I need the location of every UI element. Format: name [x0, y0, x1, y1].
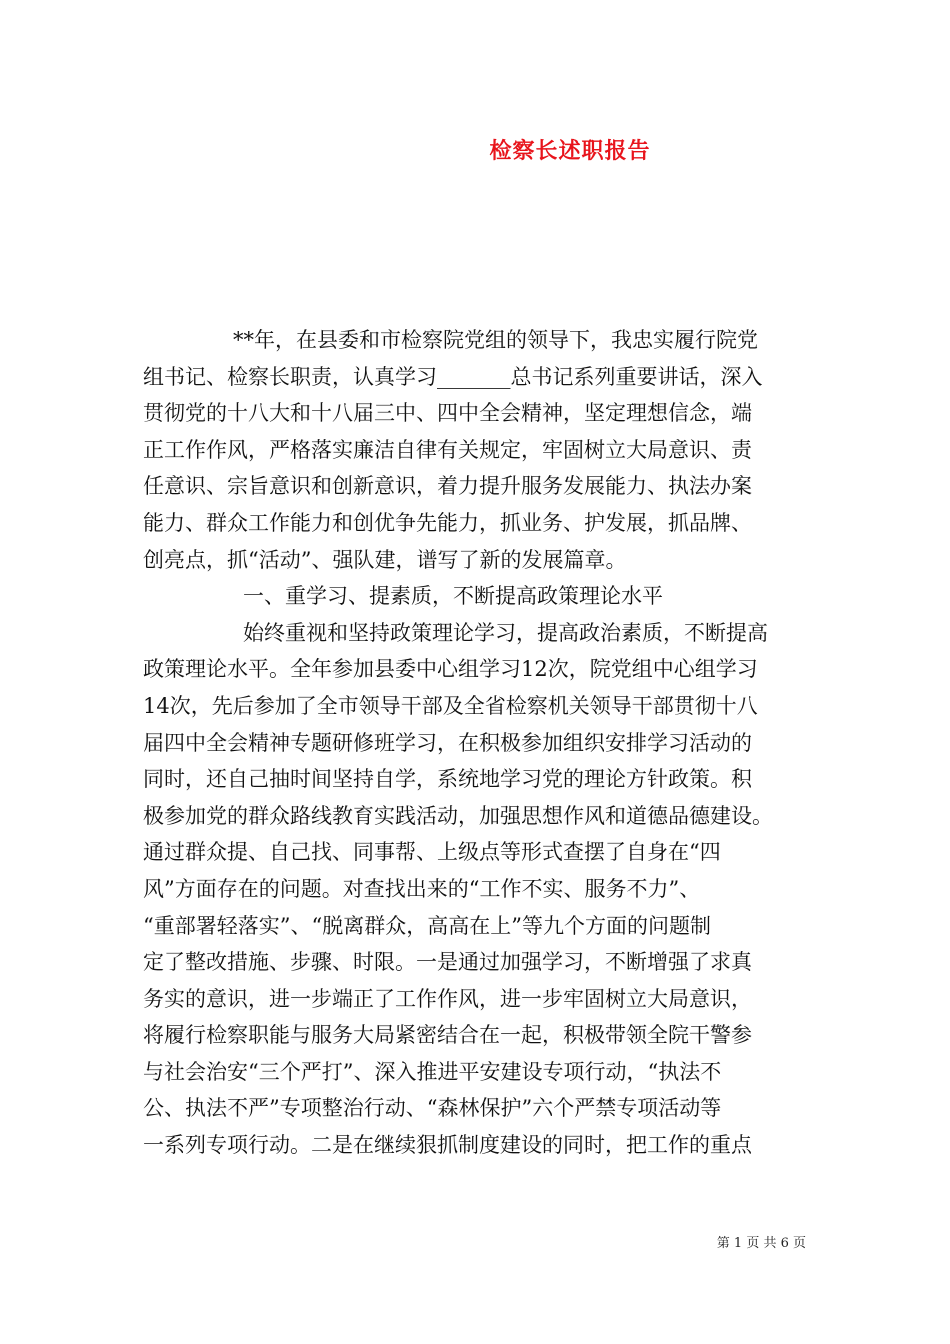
body-line: 创亮点，抓“活动”、强队建，谱写了新的发展篇章。	[143, 547, 627, 572]
body-line: 政策理论水平。全年参加县委中心组学习12次，院党组中心组学习	[143, 657, 758, 682]
body-line: 将履行检察职能与服务大局紧密结合在一起，积极带领全院干警参	[143, 1023, 752, 1048]
body-line: 极参加党的群众路线教育实践活动，加强思想作风和道德品德建设。	[143, 803, 773, 828]
body-line: 贯彻党的十八大和十八届三中、四中全会精神，坚定理想信念，端	[143, 401, 752, 426]
page-footer: 第 1 页 共 6 页	[716, 1236, 806, 1251]
body-line: 务实的意识，进一步端正了工作作风，进一步牢固树立大局意识，	[143, 986, 752, 1011]
body-line: 正工作作风，严格落实廉洁自律有关规定，牢固树立大局意识、责	[143, 437, 752, 462]
body-line: “重部署轻落实”、“脱离群众，高高在上”等九个方面的问题制	[143, 913, 711, 938]
body-line: 14次，先后参加了全市领导干部及全省检察机关领导干部贯彻十八	[143, 693, 758, 718]
body-line: 能力、群众工作能力和创优争先能力，抓业务、护发展，抓品牌、	[143, 510, 752, 535]
section-heading: 一、重学习、提素质，不断提高政策理论水平	[243, 584, 663, 609]
body-line: 通过群众提、自己找、同事帮、上级点等形式查摆了自身在“四	[143, 840, 721, 865]
document-title: 检察长述职报告	[489, 138, 651, 164]
body-line: 公、执法不严”专项整治行动、“森林保护”六个严禁专项活动等	[143, 1096, 722, 1121]
body-line: 始终重视和坚持政策理论学习，提高政治素质，不断提高	[243, 620, 768, 645]
body-line: 一系列专项行动。二是在继续狠抓制度建设的同时，把工作的重点	[143, 1133, 752, 1158]
body-line: 任意识、宗旨意识和创新意识，着力提升服务发展能力、执法办案	[143, 474, 752, 499]
body-line: 组书记、检察长职责，认真学习_______总书记系列重要讲话，深入	[143, 364, 763, 389]
body-line: 与社会治安“三个严打”、深入推进平安建设专项行动，“执法不	[143, 1059, 722, 1084]
body-line: **年，在县委和市检察院党组的领导下，我忠实履行院党	[233, 328, 758, 352]
body-line: 定了整改措施、步骤、时限。一是通过加强学习，不断增强了求真	[143, 950, 752, 975]
body-line: 届四中全会精神专题研修班学习，在积极参加组织安排学习活动的	[143, 730, 752, 755]
document-body	[143, 322, 823, 1164]
body-line: 风”方面存在的问题。对查找出来的“工作不实、服务不力”、	[143, 876, 701, 901]
body-line: 同时，还自己抽时间坚持自学，系统地学习党的理论方针政策。积	[143, 767, 752, 792]
